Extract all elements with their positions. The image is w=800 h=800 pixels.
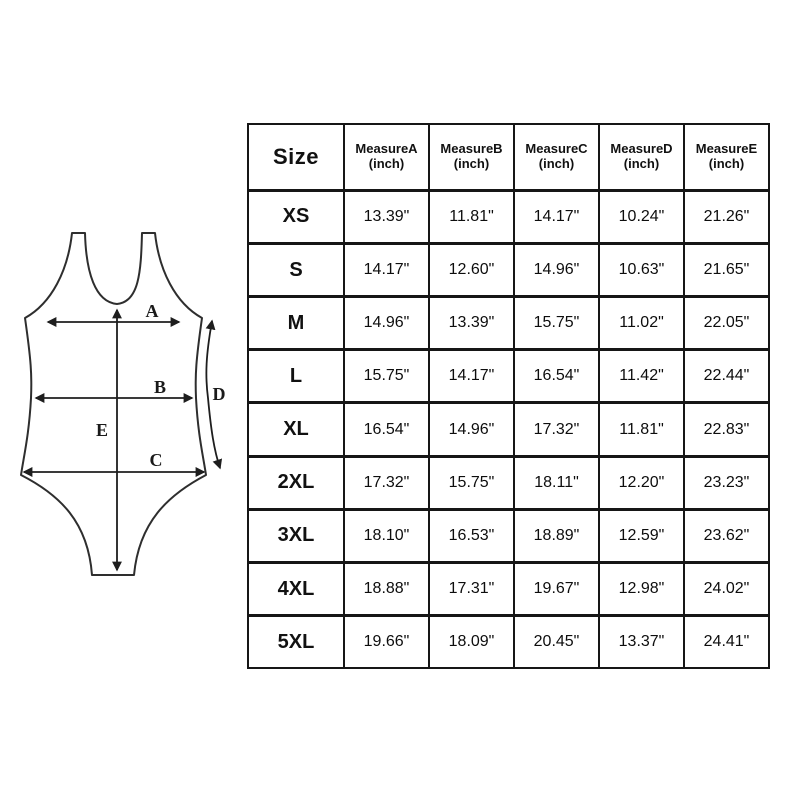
header-row	[248, 124, 769, 190]
measure-e-label: E	[95, 420, 109, 440]
measure-e-header: MeasureE (inch)	[684, 124, 769, 190]
measure-d-header: MeasureD (inch)	[599, 124, 684, 190]
measure-value: 14.17"	[429, 350, 514, 403]
measure-value: 17.32"	[344, 456, 429, 509]
measure-value: 13.39"	[344, 190, 429, 243]
measure-value: 12.59"	[599, 509, 684, 562]
measure-value: 15.75"	[429, 456, 514, 509]
measure-d-label: D	[212, 384, 226, 404]
measure-b-label: B	[153, 377, 167, 397]
table-row	[248, 456, 769, 509]
measure-value: 23.23"	[684, 456, 769, 509]
size-chart-table	[247, 123, 770, 669]
measure-value: 20.45"	[514, 616, 599, 668]
measure-value: 17.32"	[514, 403, 599, 456]
measure-value: 11.02"	[599, 297, 684, 350]
measure-value: 22.05"	[684, 297, 769, 350]
size-label: 2XL	[248, 456, 344, 509]
measure-value: 14.96"	[429, 403, 514, 456]
size-label: 4XL	[248, 563, 344, 616]
size-label: 3XL	[248, 509, 344, 562]
size-label: XL	[248, 403, 344, 456]
measure-value: 11.42"	[599, 350, 684, 403]
measure-value: 15.75"	[514, 297, 599, 350]
measure-value: 10.63"	[599, 243, 684, 296]
measure-a-label: A	[145, 301, 159, 321]
measure-value: 11.81"	[599, 403, 684, 456]
size-label: M	[248, 297, 344, 350]
measure-value: 21.26"	[684, 190, 769, 243]
table-row	[248, 243, 769, 296]
table-row	[248, 403, 769, 456]
measure-value: 11.81"	[429, 190, 514, 243]
measure-value: 22.83"	[684, 403, 769, 456]
measure-value: 14.96"	[344, 297, 429, 350]
measure-value: 14.96"	[514, 243, 599, 296]
measure-a-header: MeasureA (inch)	[344, 124, 429, 190]
measure-value: 17.31"	[429, 563, 514, 616]
measure-value: 24.02"	[684, 563, 769, 616]
measure-value: 18.88"	[344, 563, 429, 616]
measure-value: 18.10"	[344, 509, 429, 562]
measure-c-header: MeasureC (inch)	[514, 124, 599, 190]
measure-value: 16.54"	[514, 350, 599, 403]
size-label: S	[248, 243, 344, 296]
measure-b-header: MeasureB (inch)	[429, 124, 514, 190]
size-column-header: Size	[248, 124, 344, 190]
measure-c-label: C	[149, 450, 163, 470]
measure-value: 19.67"	[514, 563, 599, 616]
table-row	[248, 350, 769, 403]
measure-value: 18.09"	[429, 616, 514, 668]
measure-value: 23.62"	[684, 509, 769, 562]
measure-value: 10.24"	[599, 190, 684, 243]
swimsuit-diagram	[0, 120, 250, 680]
measure-value: 13.37"	[599, 616, 684, 668]
measure-value: 12.20"	[599, 456, 684, 509]
measure-value: 14.17"	[514, 190, 599, 243]
measure-value: 18.11"	[514, 456, 599, 509]
size-label: L	[248, 350, 344, 403]
measure-value: 19.66"	[344, 616, 429, 668]
size-label: 5XL	[248, 616, 344, 668]
measure-value: 15.75"	[344, 350, 429, 403]
table-row	[248, 509, 769, 562]
table-row	[248, 616, 769, 668]
measure-value: 12.60"	[429, 243, 514, 296]
measure-value: 24.41"	[684, 616, 769, 668]
table-row	[248, 190, 769, 243]
table-row	[248, 297, 769, 350]
size-label: XS	[248, 190, 344, 243]
swimsuit-outline	[21, 233, 206, 575]
measure-value: 18.89"	[514, 509, 599, 562]
measure-value: 14.17"	[344, 243, 429, 296]
measure-value: 16.54"	[344, 403, 429, 456]
measure-value: 22.44"	[684, 350, 769, 403]
table-row	[248, 563, 769, 616]
measure-value: 16.53"	[429, 509, 514, 562]
measure-value: 21.65"	[684, 243, 769, 296]
measure-value: 13.39"	[429, 297, 514, 350]
measure-value: 12.98"	[599, 563, 684, 616]
